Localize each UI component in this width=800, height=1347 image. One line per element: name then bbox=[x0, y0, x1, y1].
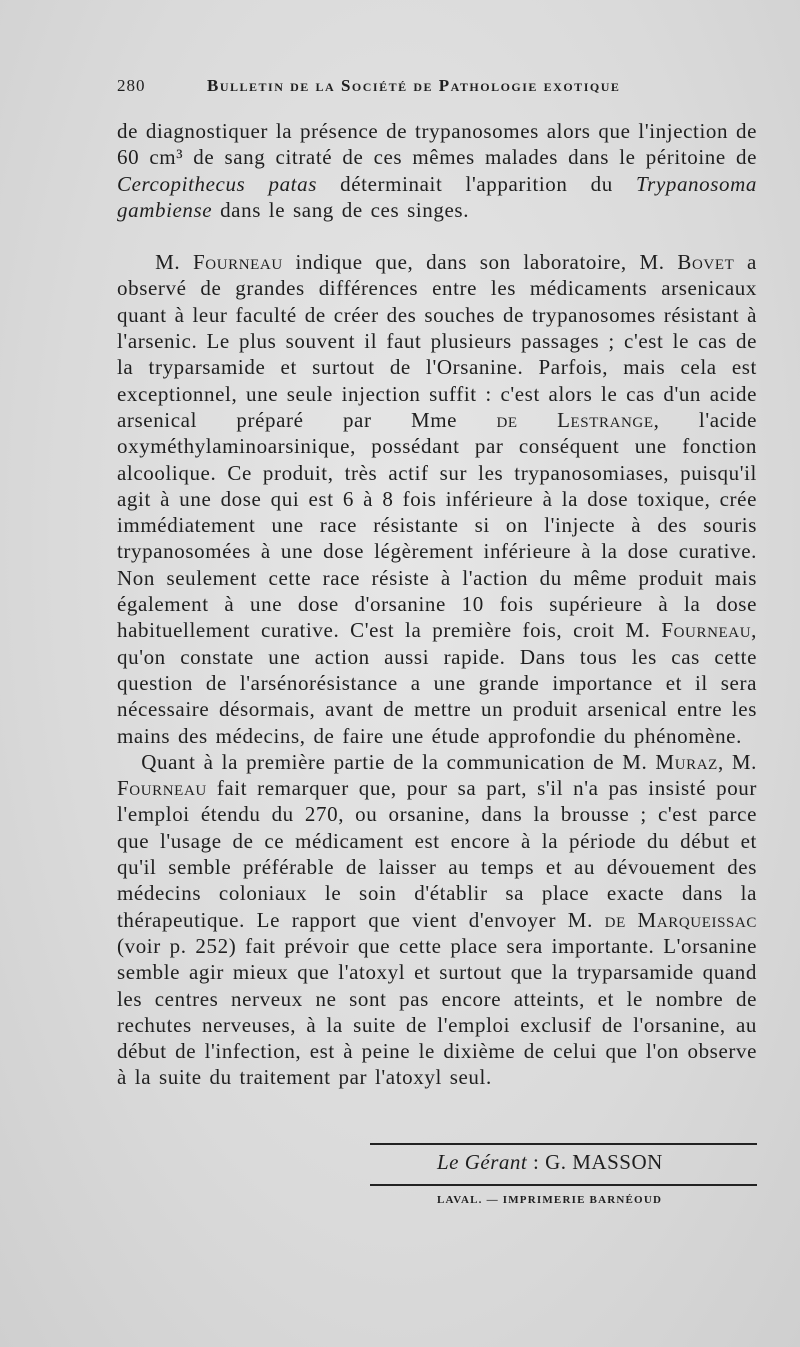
page-number: 280 bbox=[117, 76, 146, 95]
paragraph-1 bbox=[117, 118, 757, 223]
author-name: Fourneau bbox=[661, 618, 752, 643]
signature-role: Le Gérant bbox=[437, 1150, 528, 1174]
text-run: dans le sang de ces singes. bbox=[212, 197, 470, 222]
text-run: M. bbox=[155, 250, 193, 275]
paragraph-2 bbox=[117, 249, 757, 749]
text-run: a observé de grandes différences entre les médicaments arsenicaux quant à leur faculté de créer des souches de trypanosomes résistant à l'arsenic. Le plus souvent il faut plusieurs passages ; c'est le cas de la tryparsamide et surtout de l'Orsanine. Parfois, mais cela est exceptionnel, une seule injection suffit : c'est alors le cas d'un acide arsenical préparé par Mme bbox=[117, 250, 757, 432]
author-name: Muraz bbox=[655, 749, 718, 774]
text-run: , l'acide oxyméthylaminoarsinique, possédant par conséquent une fonction alcoolique. Ce produit, très actif sur les trypanosomiases, puisqu'il agit à une dose qui est 6 à 8 fois inférieure à la dose toxique, crée immédiatement une race résistante si on l'injecte à des souris trypanosomées à une dose légèrement inférieure à la dose curative. Non seulement cette race résiste à l'action du même produit mais également à une dose d'orsanine 10 fois supérieure à la dose habituellement curative. C'est la première fois, croit M. bbox=[117, 407, 757, 643]
signature-separator: : bbox=[527, 1150, 546, 1174]
species-name: Trypanosoma gambiense bbox=[117, 171, 757, 222]
text-run: déterminait l'apparition du bbox=[317, 171, 637, 196]
signature-rule-bottom bbox=[370, 1184, 757, 1186]
text-run: de diagnostiquer la présence de trypanosomes alors que l'injection de 60 cm³ de sang citraté de ces mêmes malades dans le péritoine de bbox=[117, 119, 757, 170]
text-run: , M. bbox=[717, 749, 757, 774]
signature-name: G. MASSON bbox=[545, 1150, 663, 1174]
body-text bbox=[117, 118, 757, 1091]
text-run: (voir p. 252) fait prévoir que cette place sera importante. L'orsanine semble agir mieux que l'atoxyl et surtout que la tryparsamide quand les centres nerveux ne sont pas encore atteints, et le nombre de rechutes nerveuses, à la suite de l'emploi exclusif de l'orsanine, au début de l'infection, est à peine le dixième de celui que l'on observe à la suite du traitement par l'atoxyl seul. bbox=[117, 933, 757, 1090]
text-run: , qu'on constate une action aussi rapide. Dans tous les cas cette question de l'arsénorésistance a une grande importance et il sera nécessaire désormais, avant de mettre un produit arsenical entre les mains des médecins, de faire une étude approfondie du phénomène. bbox=[117, 618, 757, 748]
author-name: de Lestrange bbox=[496, 407, 654, 432]
running-title: Bulletin de la Société de Pathologie exotique bbox=[207, 76, 621, 95]
printer-imprint: LAVAL. — IMPRIMERIE BARNÉOUD bbox=[437, 1194, 663, 1206]
species-name: Cercopithecus patas bbox=[117, 171, 317, 196]
author-name: Bovet bbox=[677, 250, 735, 275]
text-run: fait remarquer que, pour sa part, s'il n'a pas insisté pour l'emploi étendu du 270, ou orsanine, dans la brousse ; c'est parce que l'usage de ce médicament est encore à la période du début et qu'il semble préférable de laisser au temps et au dévouement des médecins coloniaux le soin d'établir sa place exacte dans la thérapeutique. Le rapport que vient d'envoyer M. bbox=[117, 776, 757, 932]
text-run: Quant à la première partie de la communication de M. bbox=[141, 749, 656, 774]
signature bbox=[437, 1150, 757, 1175]
author-name: Fourneau bbox=[192, 250, 283, 275]
page-header bbox=[117, 76, 757, 96]
author-name: de Marqueissac bbox=[604, 907, 757, 932]
text-run: indique que, dans son laboratoire, M. bbox=[282, 250, 678, 275]
paragraph-3 bbox=[117, 749, 757, 1091]
signature-rule-top bbox=[370, 1143, 757, 1145]
author-name: Fourneau bbox=[117, 776, 207, 801]
